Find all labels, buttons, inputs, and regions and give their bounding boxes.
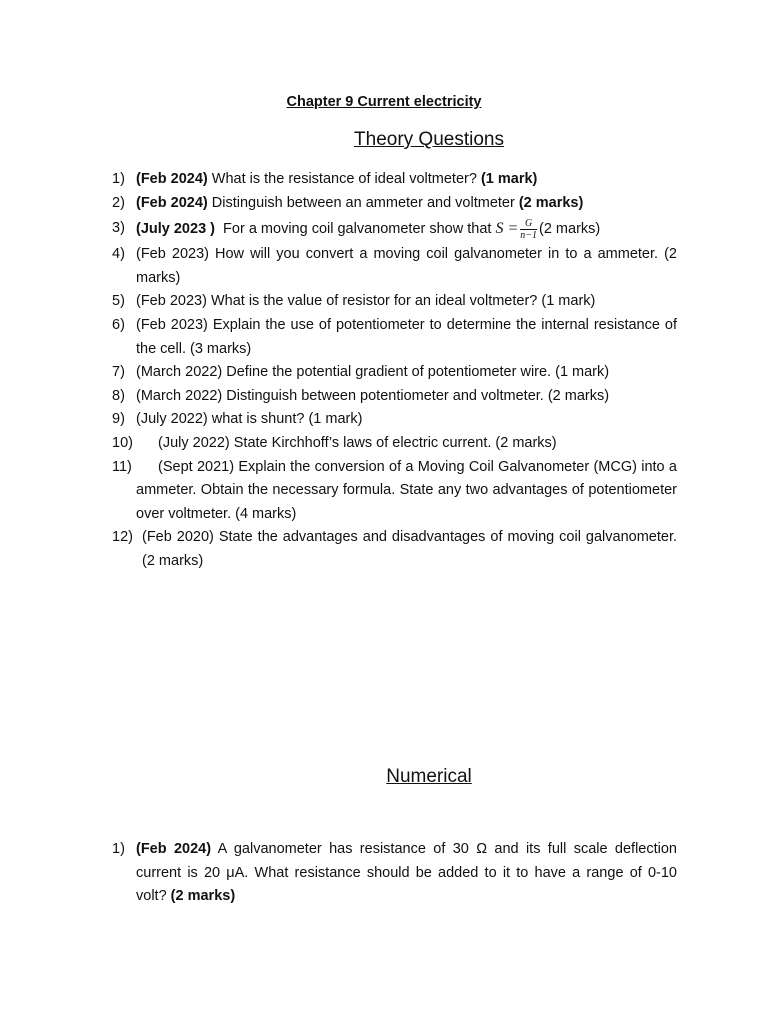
question-number: 7) bbox=[112, 364, 125, 381]
question-text: A galvanometer has resistance of 30 Ω and its full scale deflection current is 20 μA. What resistance should be added to it to have a range of 0-10 volt? bbox=[136, 841, 677, 905]
question-number: 12) bbox=[112, 529, 133, 546]
question-text: (Feb 2023) What is the value of resistor for an ideal voltmeter? (1 mark) bbox=[136, 293, 596, 310]
theory-question bbox=[112, 408, 677, 432]
question-text: What is the resistance of ideal voltmeter? bbox=[207, 171, 481, 187]
theory-question bbox=[112, 456, 677, 527]
question-number: 9) bbox=[112, 411, 125, 428]
question-number: 8) bbox=[112, 387, 125, 404]
question-text: (Feb 2023) How will you convert a moving coil galvanometer in to a ammeter. (2 marks) bbox=[136, 246, 677, 286]
theory-question bbox=[112, 361, 677, 385]
theory-question bbox=[112, 314, 677, 361]
theory-question bbox=[112, 385, 677, 409]
formula-fraction bbox=[520, 218, 537, 241]
question-text: (Feb 2023) Explain the use of potentiometer to determine the internal resistance of the cell. (3 marks) bbox=[136, 316, 677, 357]
theory-question-list bbox=[112, 168, 677, 574]
question-number: 3) bbox=[112, 220, 125, 237]
question-number: 4) bbox=[112, 246, 125, 263]
question-text: (March 2022) Distinguish between potentiometer and voltmeter. (2 marks) bbox=[136, 387, 610, 404]
question-marks: (2 marks) bbox=[170, 888, 236, 905]
question-text: Distinguish between an ammeter and voltmeter bbox=[207, 194, 519, 211]
question-number: 1) bbox=[112, 841, 125, 857]
formula-numerator: G bbox=[520, 218, 537, 230]
theory-question bbox=[112, 290, 677, 314]
numerical-title: Numerical bbox=[386, 766, 472, 787]
numerical-question-list bbox=[112, 838, 677, 909]
question-tag: (Feb 2024) bbox=[136, 194, 208, 211]
question-number: 1) bbox=[112, 171, 125, 187]
question-tag: (Feb 2024) bbox=[136, 841, 212, 857]
question-text: (July 2022) State Kirchhoff’s laws of electric current. (2 marks) bbox=[158, 434, 557, 451]
theory-question bbox=[112, 215, 677, 243]
numerical-question bbox=[112, 838, 677, 909]
question-text: For a moving coil galvanometer show that bbox=[215, 221, 496, 238]
theory-question bbox=[112, 243, 677, 290]
question-tag: (July 2023 ) bbox=[136, 221, 215, 238]
chapter-heading: Chapter 9 Current electricity bbox=[286, 94, 482, 110]
formula-lhs: S = bbox=[495, 220, 519, 238]
formula-denominator: n−1 bbox=[520, 229, 538, 241]
question-text: (July 2022) what is shunt? (1 mark) bbox=[136, 411, 363, 428]
question-tag: (Feb 2024) bbox=[136, 171, 208, 187]
theory-question bbox=[112, 526, 677, 573]
question-number: 5) bbox=[112, 293, 125, 310]
question-marks: (2 marks) bbox=[518, 194, 584, 211]
theory-questions-title: Theory Questions bbox=[354, 129, 504, 150]
question-number: 11) bbox=[112, 458, 132, 475]
question-number: 10) bbox=[112, 434, 133, 451]
question-text: (Feb 2020) State the advantages and disadvantages of moving coil galvanometer. (2 marks) bbox=[142, 529, 677, 569]
question-marks: (1 mark) bbox=[480, 171, 538, 187]
question-number: 2) bbox=[112, 194, 125, 211]
question-text: (March 2022) Define the potential gradient of potentiometer wire. (1 mark) bbox=[136, 364, 610, 381]
question-text-continued: (MCG) into a ammeter. Obtain the necessary formula. State any two advantages of potentiometer over voltmeter. (4 marks) bbox=[136, 458, 677, 522]
question-marks: (2 marks) bbox=[539, 221, 601, 238]
question-number: 6) bbox=[112, 316, 125, 333]
theory-question bbox=[112, 192, 677, 216]
theory-question bbox=[112, 432, 677, 456]
question-text-first-line: (Sept 2021) Explain the conversion of a Moving Coil Galvanometer bbox=[158, 458, 590, 475]
theory-question bbox=[112, 168, 677, 192]
